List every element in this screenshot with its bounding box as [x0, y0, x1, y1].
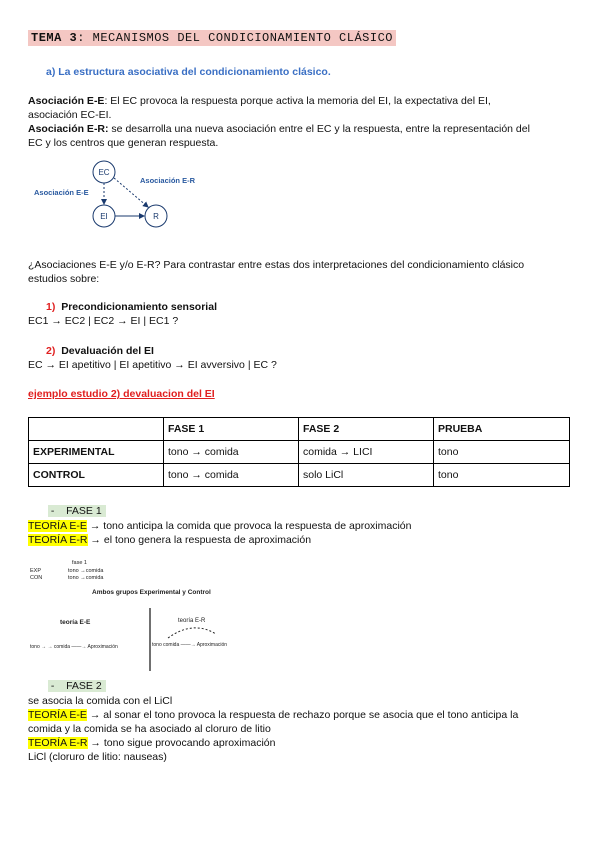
- table-cell: EXPERIMENTAL: [29, 441, 164, 464]
- table-row: [29, 441, 570, 464]
- label-ee: Asociación E-E: [34, 188, 89, 197]
- fase1-bullet: - FASE 1: [48, 505, 106, 517]
- table-header-cell: PRUEBA: [434, 418, 570, 441]
- fase1-ee-line: [28, 519, 411, 533]
- fase2-ee-line: [28, 708, 518, 722]
- ei-label: EI: [100, 212, 108, 221]
- table-cell: tono → comida: [164, 464, 299, 487]
- item2-label: Devaluación del EI: [61, 345, 154, 357]
- item1-heading: [46, 300, 217, 314]
- fase2-label: FASE 2: [66, 680, 102, 692]
- item2-heading: [46, 344, 154, 358]
- item2-formula: EC → EI apetitivo | EI apetitivo → EI avversivo | EC ?: [28, 359, 277, 371]
- sketch-right-chain: tono comida ——→ Aproximación: [152, 642, 228, 648]
- table-cell: comida → LICI: [299, 441, 434, 464]
- section-heading-a: a) La estructura asociativa del condicionamiento clásico.: [46, 66, 331, 78]
- sketch-exp-text: tono →comida: [68, 568, 104, 574]
- title-bold: TEMA 3: [31, 31, 78, 45]
- fase2-note: LiCl (cloruro de litio: nauseas): [28, 751, 167, 763]
- sketch-left-chain: tono → → comida ——→ Aproximación: [30, 644, 118, 650]
- table-cell: CONTROL: [29, 464, 164, 487]
- fase2-bullet: - FASE 2: [48, 680, 106, 692]
- table-cell: tono: [434, 464, 570, 487]
- table-header-cell: [29, 418, 164, 441]
- fase1-label: FASE 1: [66, 505, 102, 517]
- sketch-fase: fase 1: [72, 560, 87, 566]
- fase2-ee-line2: comida y la comida se ha asociado al cloruro de litio: [28, 723, 271, 735]
- label-er: Asociación E-R: [140, 176, 196, 185]
- association-diagram: [28, 156, 218, 236]
- table-header-cell: FASE 2: [299, 418, 434, 441]
- question-line1: ¿Asociaciones E-E y/o E-R? Para contrastar entre estas dos interpretaciones del condicionamiento clásico: [28, 259, 525, 271]
- fase1-er-line: [28, 533, 311, 547]
- item1-label: Precondicionamiento sensorial: [61, 301, 217, 313]
- theory-sketch: [28, 556, 288, 676]
- assoc-ee-line2: asociación EC-EI.: [28, 109, 112, 121]
- assoc-er-label: Asociación E-R:: [28, 123, 109, 135]
- sketch-con: CON: [30, 575, 43, 581]
- item1-num: 1): [46, 301, 56, 313]
- assoc-er-line1: [28, 122, 530, 136]
- table-cell: solo LiCl: [299, 464, 434, 487]
- design-table: [28, 417, 570, 487]
- assoc-er-text1: se desarrolla una nueva asociación entre el EC y la respuesta, entre la representación del: [108, 123, 530, 135]
- sketch-left-title: teoría E-E: [60, 619, 91, 626]
- ec-label: EC: [98, 168, 110, 177]
- sketch-exp: EXP: [30, 568, 42, 574]
- table-header-cell: FASE 1: [164, 418, 299, 441]
- fase1-er-label: TEORÍA E-R: [28, 534, 88, 546]
- fase2-line1: se asocia la comida con el LiCl: [28, 695, 173, 707]
- fase2-ee-label: TEORÍA E-E: [28, 709, 87, 721]
- table-header-row: [29, 418, 570, 441]
- fase1-er-text: → el tono genera la respuesta de aproximación: [87, 534, 312, 546]
- fase2-er-label: TEORÍA E-R: [28, 737, 88, 749]
- fase2-er-text: → tono sigue provocando aproximación: [87, 737, 276, 749]
- item1-formula: EC1 → EC2 | EC2 → EI | EC1 ?: [28, 315, 179, 327]
- assoc-ee-label: Asociación E-E: [28, 95, 105, 107]
- assoc-ee-text1: : El EC provoca la respuesta porque activa la memoria del EI, la expectativa del EI,: [104, 95, 491, 107]
- assoc-er-line2: EC y los centros que generan respuesta.: [28, 137, 219, 149]
- assoc-ee-line1: [28, 94, 491, 108]
- r-label: R: [153, 212, 159, 221]
- sketch-heading: Ambos grupos Experimental y Control: [92, 589, 211, 596]
- table-cell: tono: [434, 441, 570, 464]
- fase1-ee-text: → tono anticipa la comida que provoca la respuesta de aproximación: [86, 520, 412, 532]
- fase1-ee-label: TEORÍA E-E: [28, 520, 87, 532]
- example-link[interactable]: ejemplo estudio 2) devaluacion del EI: [28, 388, 215, 400]
- title-rest: : MECANISMOS DEL CONDICIONAMIENTO CLÁSICO: [77, 31, 393, 45]
- table-cell: tono → comida: [164, 441, 299, 464]
- table-row: [29, 464, 570, 487]
- sketch-right-title: teoría E-R: [178, 618, 206, 624]
- fase2-er-line: [28, 736, 275, 750]
- item2-num: 2): [46, 345, 56, 357]
- sketch-curve: [168, 628, 216, 638]
- question-line2: estudios sobre:: [28, 273, 100, 285]
- fase2-ee-text: → al sonar el tono provoca la respuesta de rechazo porque se asocia que el tono anticipa la: [86, 709, 519, 721]
- page-title: [28, 30, 396, 46]
- sketch-con-text: tono →comida: [68, 575, 104, 581]
